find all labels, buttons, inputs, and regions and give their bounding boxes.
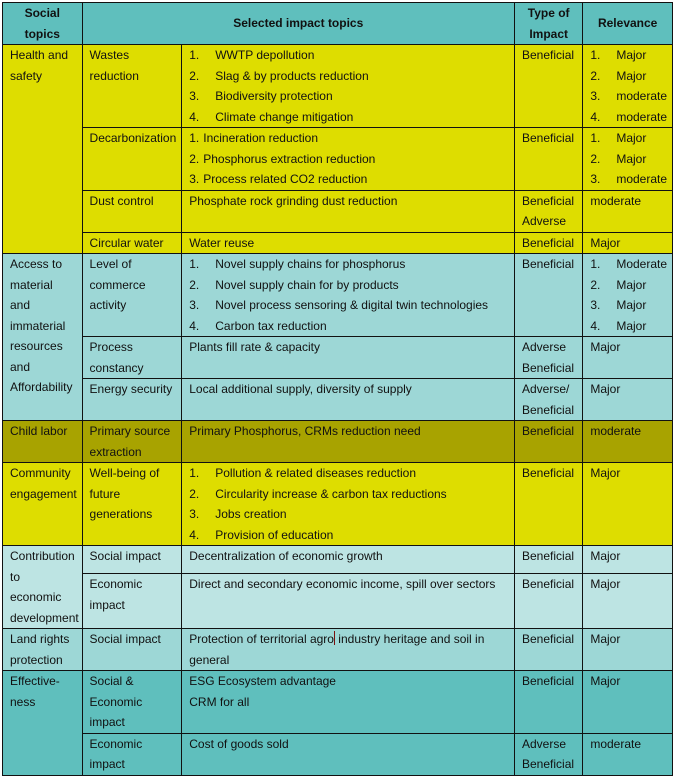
social-topic-cell: Land rights protection: [3, 629, 83, 671]
list-item: 4. Provision of education: [189, 527, 334, 542]
list-item: 4. moderate: [590, 109, 668, 124]
impact-text-cell: Water reuse: [182, 232, 515, 254]
type-of-impact-cell: Beneficial: [515, 671, 583, 734]
relevance-cell: Major: [583, 546, 673, 574]
list-item: 1. Novel supply chains for phosphorus: [189, 257, 406, 271]
relevance-cell: moderate: [583, 421, 673, 463]
header-social-topics: Social topics: [3, 3, 83, 45]
relevance-cell: Major: [583, 629, 673, 671]
subtopic-cell: Circular water: [82, 232, 182, 254]
type-of-impact-cell: Beneficial Adverse: [515, 190, 583, 232]
type-of-impact-cell: Adverse Beneficial: [515, 733, 583, 775]
impact-items-cell: [182, 463, 515, 546]
list-item: 1. Major: [590, 48, 647, 62]
relevance-cell: moderate: [583, 190, 673, 232]
relevance-cell: Major: [583, 379, 673, 421]
list-item: 3. moderate: [590, 172, 668, 186]
list-item: 3. Novel process sensoring & digital twin technologies: [189, 298, 489, 312]
impact-text-cell: Phosphate rock grinding dust reduction: [182, 190, 515, 232]
impact-items-cell: [182, 128, 515, 191]
type-of-impact-cell: Beneficial: [515, 546, 583, 574]
relevance-cell: moderate: [583, 733, 673, 775]
relevance-cell: Major: [583, 574, 673, 629]
table-row: [3, 379, 673, 421]
subtopic-cell: Social impact: [82, 629, 182, 671]
type-of-impact-cell: Beneficial: [515, 45, 583, 128]
relevance-cell: [583, 45, 673, 128]
type-of-impact-cell: Adverse Beneficial: [515, 337, 583, 379]
type-of-impact-cell: Beneficial: [515, 574, 583, 629]
social-topic-cell: Child labor: [3, 421, 83, 463]
social-impact-table: [2, 2, 673, 776]
impact-text-cell: Plants fill rate & capacity: [182, 337, 515, 379]
list-item: 1. Major: [590, 131, 647, 145]
relevance-cell: Major: [583, 232, 673, 254]
table-row: [3, 574, 673, 629]
relevance-list: [590, 254, 668, 336]
list-item: 2. Novel supply chain for by products: [189, 277, 399, 292]
header-row: [3, 3, 673, 45]
list-item: 4. Climate change mitigation: [189, 109, 354, 124]
list-item: 3. Major: [590, 298, 647, 312]
impact-items-list: [189, 45, 507, 127]
subtopic-cell: Wastes reduction: [82, 45, 182, 128]
social-topic-cell: Health and safety: [3, 45, 83, 254]
impact-items-list: [189, 463, 507, 545]
impact-items-cell: [182, 254, 515, 337]
header-type-of-impact: Type of Impact: [515, 3, 583, 45]
type-of-impact-cell: Beneficial: [515, 128, 583, 191]
social-topic-cell: Contribution to economic development: [3, 546, 83, 629]
list-item: 2. Major: [590, 277, 647, 292]
table-row: [3, 254, 673, 337]
list-item: 2. Circularity increase & carbon tax reductions: [189, 486, 447, 501]
subtopic-cell: Energy security: [82, 379, 182, 421]
impact-text-cell: Primary Phosphorus, CRMs reduction need: [182, 421, 515, 463]
impact-text-cell: ESG Ecosystem advantage CRM for all: [182, 671, 515, 734]
impact-text-cell: Direct and secondary economic income, spill over sectors: [182, 574, 515, 629]
relevance-list: [590, 128, 668, 190]
list-item: 3. Process related CO2 reduction: [189, 172, 368, 186]
list-item: 3. moderate: [590, 89, 668, 103]
type-of-impact-cell: Beneficial: [515, 232, 583, 254]
social-topic-cell: Effective-ness: [3, 671, 83, 776]
list-item: 2. Major: [590, 68, 647, 83]
social-topic-cell: Access to material and immaterial resources and Affordability: [3, 254, 83, 421]
subtopic-cell: Dust control: [82, 190, 182, 232]
table-row: [3, 671, 673, 734]
table-row: [3, 337, 673, 379]
subtopic-cell: Process constancy: [82, 337, 182, 379]
list-item: 4. Carbon tax reduction: [189, 318, 327, 333]
header-selected-impact-topics: Selected impact topics: [82, 3, 514, 45]
table-row: [3, 733, 673, 775]
impact-text-cell: Decentralization of economic growth: [182, 546, 515, 574]
relevance-cell: Major: [583, 463, 673, 546]
impact-items-cell: [182, 45, 515, 128]
subtopic-cell: Level of commerce activity: [82, 254, 182, 337]
list-item: 2. Phosphorus extraction reduction: [189, 151, 376, 166]
table-row: [3, 190, 673, 232]
relevance-list: [590, 45, 668, 127]
list-item: 3. Biodiversity protection: [189, 89, 333, 103]
table-row: [3, 128, 673, 191]
table-row: [3, 232, 673, 254]
type-of-impact-cell: Beneficial: [515, 463, 583, 546]
table-row: [3, 629, 673, 671]
subtopic-cell: Decarbonization: [82, 128, 182, 191]
impact-items-list: [189, 128, 507, 190]
list-item: 4. Major: [590, 318, 647, 333]
subtopic-cell: Well-being of future generations: [82, 463, 182, 546]
type-of-impact-cell: Beneficial: [515, 421, 583, 463]
relevance-cell: [583, 128, 673, 191]
table-row: [3, 421, 673, 463]
subtopic-cell: Social & Economic impact: [82, 671, 182, 734]
table-row: [3, 45, 673, 128]
list-item: 2. Major: [590, 151, 647, 166]
impact-items-list: [189, 254, 507, 336]
table-row: [3, 463, 673, 546]
type-of-impact-cell: Adverse/ Beneficial: [515, 379, 583, 421]
relevance-cell: Major: [583, 671, 673, 734]
type-of-impact-cell: Beneficial: [515, 254, 583, 337]
social-topic-cell: Community engagement: [3, 463, 83, 546]
impact-text-cell: Cost of goods sold: [182, 733, 515, 775]
list-item: 1. Moderate: [590, 257, 668, 271]
subtopic-cell: Economic impact: [82, 574, 182, 629]
subtopic-cell: Economic impact: [82, 733, 182, 775]
list-item: 3. Jobs creation: [189, 507, 287, 521]
table-row: [3, 546, 673, 574]
relevance-cell: Major: [583, 337, 673, 379]
list-item: 1. Pollution & related diseases reduction: [189, 466, 417, 480]
subtopic-cell: Primary source extraction: [82, 421, 182, 463]
type-of-impact-cell: Beneficial: [515, 629, 583, 671]
impact-text-cell: Local additional supply, diversity of supply: [182, 379, 515, 421]
header-relevance: Relevance: [583, 3, 673, 45]
list-item: 1. Incineration reduction: [189, 131, 318, 145]
relevance-cell: [583, 254, 673, 337]
impact-text-cell[interactable]: Protection of territorial agro industry heritage and soil in general: [182, 629, 515, 671]
list-item: 2. Slag & by products reduction: [189, 68, 369, 83]
list-item: 1. WWTP depollution: [189, 48, 315, 62]
subtopic-cell: Social impact: [82, 546, 182, 574]
